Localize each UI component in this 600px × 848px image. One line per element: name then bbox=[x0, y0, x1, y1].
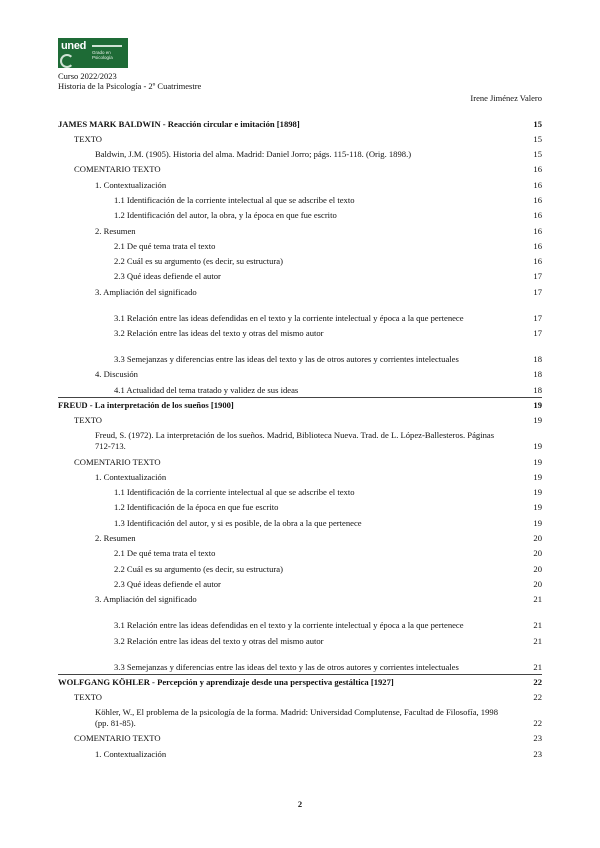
toc-entry-page: 16 bbox=[533, 164, 542, 175]
table-of-contents bbox=[58, 116, 542, 762]
toc-entry-title: FREUD - La interpretación de los sueños [1900] bbox=[58, 399, 234, 410]
toc-entry[interactable] bbox=[58, 633, 542, 648]
logo-divider bbox=[92, 45, 122, 47]
toc-entry-page: 21 bbox=[533, 661, 542, 672]
toc-entry-page: 22 bbox=[533, 676, 542, 687]
toc-entry-title: 2.3 Qué ideas defiende el autor bbox=[114, 578, 221, 589]
toc-entry[interactable] bbox=[58, 192, 542, 207]
toc-entry[interactable] bbox=[58, 485, 542, 500]
toc-entry-page: 22 bbox=[533, 692, 542, 703]
toc-entry[interactable] bbox=[58, 382, 542, 397]
toc-entry-title: 3.3 Semejanzas y diferencias entre las ideas del texto y las de otros autores y corrientes intelectuales bbox=[114, 661, 459, 672]
toc-entry-page: 17 bbox=[533, 271, 542, 282]
toc-entry-title: 2. Resumen bbox=[95, 225, 136, 236]
toc-entry[interactable] bbox=[58, 326, 542, 341]
toc-entry-title: Köhler, W., El problema de la psicología de la forma. Madrid: Universidad Complutense, Facultad de Filosofía, 1998 (pp. 81-85). bbox=[95, 707, 498, 729]
toc-entry-page: 18 bbox=[533, 384, 542, 395]
toc-entry-title: COMENTARIO TEXTO bbox=[74, 456, 161, 467]
toc-entry[interactable] bbox=[58, 546, 542, 561]
toc-entry-title: 1. Contextualización bbox=[95, 179, 167, 190]
toc-entry-page: 16 bbox=[533, 256, 542, 267]
toc-entry-title: 4. Discusión bbox=[95, 369, 138, 380]
uned-logo bbox=[58, 38, 128, 68]
toc-entry-title: 1. Contextualización bbox=[95, 471, 167, 482]
toc-entry-title: 1.2 Identificación del autor, la obra, y la época en que fue escrito bbox=[114, 210, 337, 221]
toc-section-heading[interactable] bbox=[58, 397, 542, 412]
toc-entry-title: 3.2 Relación entre las ideas del texto y otras del mismo autor bbox=[114, 328, 324, 339]
toc-entry[interactable] bbox=[58, 162, 542, 177]
toc-entry[interactable] bbox=[58, 607, 542, 633]
toc-entry-title: 2.1 De qué tema trata el texto bbox=[114, 548, 216, 559]
toc-section-heading[interactable] bbox=[58, 674, 542, 689]
toc-entry-title: COMENTARIO TEXTO bbox=[74, 733, 161, 744]
toc-entry-title: WOLFGANG KÖHLER - Percepción y aprendizaje desde una perspectiva gestáltica [1927] bbox=[58, 676, 394, 687]
toc-entry-page: 20 bbox=[533, 548, 542, 559]
toc-entry-title: 2.2 Cuál es su argumento (es decir, su estructura) bbox=[114, 256, 283, 267]
toc-entry[interactable] bbox=[58, 428, 542, 454]
toc-entry-page: 15 bbox=[533, 118, 542, 129]
toc-entry[interactable] bbox=[58, 413, 542, 428]
toc-entry[interactable] bbox=[58, 515, 542, 530]
toc-entry[interactable] bbox=[58, 131, 542, 146]
toc-entry[interactable] bbox=[58, 746, 542, 761]
toc-entry-page: 16 bbox=[533, 194, 542, 205]
logo-mark: uned bbox=[61, 40, 87, 52]
toc-entry-title: 3.2 Relación entre las ideas del texto y otras del mismo autor bbox=[114, 635, 324, 646]
toc-entry-page: 16 bbox=[533, 210, 542, 221]
toc-entry-title: 2.1 De qué tema trata el texto bbox=[114, 240, 216, 251]
toc-entry-title: 3.3 Semejanzas y diferencias entre las ideas del texto y las de otros autores y corrientes intelectuales bbox=[114, 354, 459, 365]
toc-entry[interactable] bbox=[58, 238, 542, 253]
toc-entry[interactable] bbox=[58, 208, 542, 223]
toc-entry-page: 16 bbox=[533, 240, 542, 251]
toc-entry-page: 19 bbox=[533, 471, 542, 482]
toc-entry-page: 15 bbox=[533, 149, 542, 160]
toc-entry-title: COMENTARIO TEXTO bbox=[74, 164, 161, 175]
toc-entry-title: 1.1 Identificación de la corriente intelectual al que se adscribe el texto bbox=[114, 194, 355, 205]
toc-entry-page: 23 bbox=[533, 733, 542, 744]
toc-entry-title: 2.2 Cuál es su argumento (es decir, su estructura) bbox=[114, 563, 283, 574]
toc-entry[interactable] bbox=[58, 341, 542, 367]
logo-curl-icon bbox=[60, 54, 74, 68]
toc-entry-page: 19 bbox=[533, 517, 542, 528]
toc-entry-title: 2.3 Qué ideas defiende el autor bbox=[114, 271, 221, 282]
course-header bbox=[58, 72, 201, 91]
toc-entry-title: 3.1 Relación entre las ideas defendidas en el texto y la corriente intelectual y época a la que pertenece bbox=[114, 620, 464, 631]
toc-entry[interactable] bbox=[58, 177, 542, 192]
toc-entry-page: 22 bbox=[533, 718, 542, 729]
toc-entry-title: Freud, S. (1972). La interpretación de los sueños. Madrid, Biblioteca Nueva. Trad. de L. López-Ballesteros. Páginas 712-713. bbox=[95, 430, 495, 452]
toc-entry-page: 19 bbox=[533, 456, 542, 467]
toc-entry[interactable] bbox=[58, 500, 542, 515]
toc-entry-title: 3. Ampliación del significado bbox=[95, 286, 197, 297]
toc-entry[interactable] bbox=[58, 454, 542, 469]
toc-entry-title: 4.1 Actualidad del tema tratado y validez de sus ideas bbox=[114, 384, 299, 395]
toc-entry-title: Baldwin, J.M. (1905). Historia del alma. Madrid: Daniel Jorro; págs. 115-118. (Orig. 1898.) bbox=[95, 149, 412, 160]
toc-entry[interactable] bbox=[58, 254, 542, 269]
toc-entry-title: 3.1 Relación entre las ideas defendidas en el texto y la corriente intelectual y época a la que pertenece bbox=[114, 312, 464, 323]
toc-entry-page: 17 bbox=[533, 286, 542, 297]
toc-entry-title: 1. Contextualización bbox=[95, 748, 167, 759]
toc-entry-title: 3. Ampliación del significado bbox=[95, 594, 197, 605]
toc-entry[interactable] bbox=[58, 284, 542, 299]
toc-entry[interactable] bbox=[58, 300, 542, 326]
toc-entry[interactable] bbox=[58, 367, 542, 382]
toc-entry-page: 19 bbox=[533, 502, 542, 513]
toc-entry-page: 21 bbox=[533, 635, 542, 646]
toc-entry[interactable] bbox=[58, 469, 542, 484]
toc-entry-title: TEXTO bbox=[74, 133, 103, 144]
toc-entry[interactable] bbox=[58, 592, 542, 607]
toc-entry[interactable] bbox=[58, 561, 542, 576]
toc-entry-page: 20 bbox=[533, 578, 542, 589]
logo-text: Grado en Psicología bbox=[92, 50, 113, 60]
toc-entry-title: TEXTO bbox=[74, 692, 103, 703]
toc-entry-page: 17 bbox=[533, 312, 542, 323]
toc-entry-page: 23 bbox=[533, 748, 542, 759]
toc-entry[interactable] bbox=[58, 705, 542, 731]
toc-entry-title: JAMES MARK BALDWIN - Reacción circular e imitación [1898] bbox=[58, 118, 300, 129]
toc-entry-page: 17 bbox=[533, 328, 542, 339]
toc-entry-title: 1.2 Identificación de la época en que fue escrito bbox=[114, 502, 279, 513]
subject-title: Historia de la Psicología - 2º Cuatrimestre bbox=[58, 80, 202, 91]
toc-entry-page: 20 bbox=[533, 533, 542, 544]
toc-entry[interactable] bbox=[58, 648, 542, 674]
toc-entry[interactable] bbox=[58, 223, 542, 238]
toc-entry-page: 21 bbox=[533, 620, 542, 631]
toc-entry-page: 16 bbox=[533, 225, 542, 236]
toc-entry-page: 19 bbox=[533, 415, 542, 426]
toc-entry[interactable] bbox=[58, 690, 542, 705]
toc-entry-page: 19 bbox=[533, 399, 542, 410]
toc-entry-page: 18 bbox=[533, 369, 542, 380]
toc-entry-title: 2. Resumen bbox=[95, 533, 136, 544]
toc-entry-title: TEXTO bbox=[74, 415, 103, 426]
course-year: Curso 2022/2023 bbox=[58, 71, 117, 81]
toc-entry[interactable] bbox=[58, 269, 542, 284]
toc-entry[interactable] bbox=[58, 531, 542, 546]
toc-entry-page: 21 bbox=[533, 594, 542, 605]
author-name: Irene Jiménez Valero bbox=[470, 93, 542, 103]
toc-entry[interactable] bbox=[58, 731, 542, 746]
toc-entry-page: 18 bbox=[533, 354, 542, 365]
toc-section-heading[interactable] bbox=[58, 116, 542, 131]
toc-entry-title: 1.1 Identificación de la corriente intelectual al que se adscribe el texto bbox=[114, 487, 355, 498]
toc-entry-page: 20 bbox=[533, 563, 542, 574]
toc-entry-page: 19 bbox=[533, 441, 542, 452]
page-number: 2 bbox=[297, 799, 303, 809]
toc-entry[interactable] bbox=[58, 576, 542, 591]
toc-entry-page: 16 bbox=[533, 179, 542, 190]
toc-entry[interactable] bbox=[58, 147, 542, 162]
toc-entry-title: 1.3 Identificación del autor, y si es posible, de la obra a la que pertenece bbox=[114, 517, 362, 528]
toc-entry-page: 19 bbox=[533, 487, 542, 498]
toc-entry-page: 15 bbox=[533, 133, 542, 144]
